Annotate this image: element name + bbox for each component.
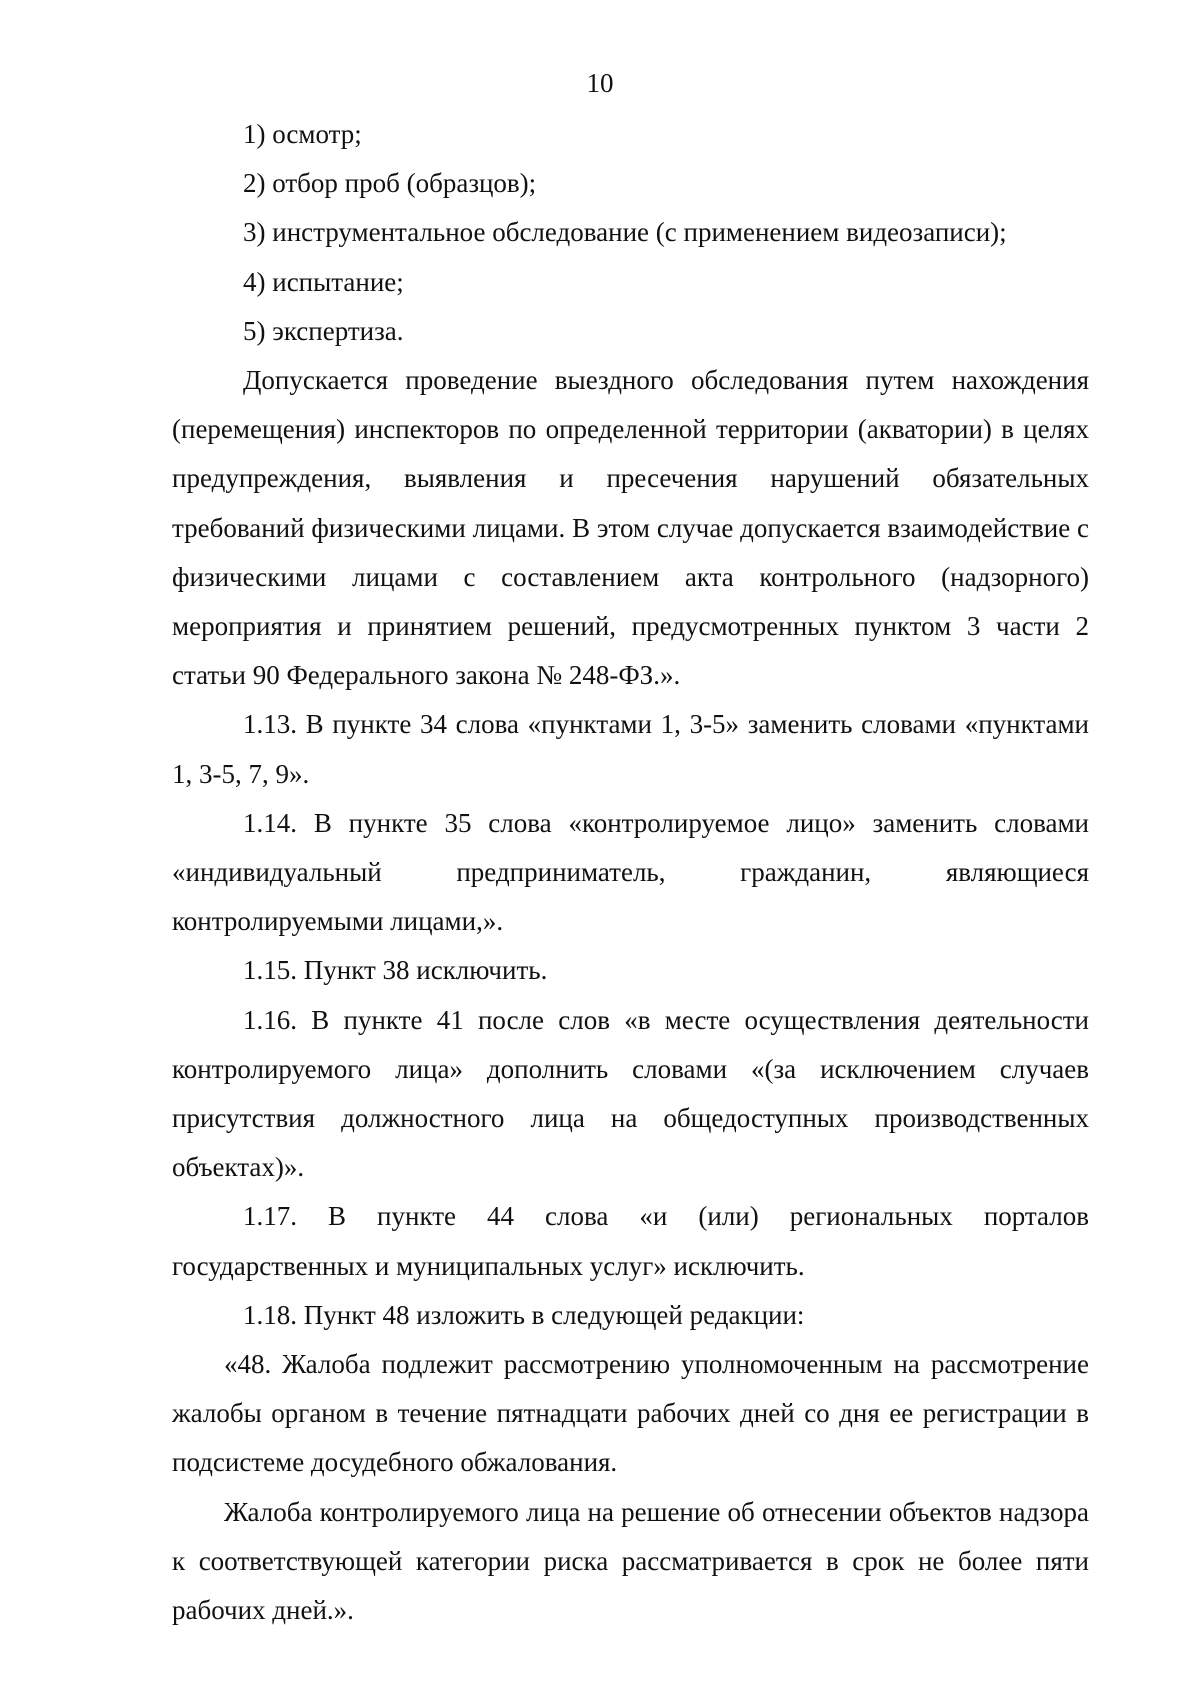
text-line: 1.18. Пункт 48 изложить в следующей редакции: xyxy=(243,1299,805,1330)
text-line: «48. Жалоба подлежит рассмотрению уполномоченным xyxy=(224,1349,883,1380)
list-item-text: 2) отбор проб (образцов); xyxy=(243,168,537,199)
text-line: пунктом 3 части 2 статьи 90 Федерального закона № 248-ФЗ.». xyxy=(172,611,1090,691)
text-line: взаимодействие с физическими лицами с составлением акта контрольного xyxy=(172,512,1089,592)
document-body xyxy=(172,110,1089,1635)
list-item xyxy=(172,307,1089,356)
text-line: обязательных требований физическими лицами. В этом случае допускается xyxy=(172,463,1089,543)
list-item-text: 5) экспертиза. xyxy=(243,315,404,346)
text-line: 1.15. Пункт 38 исключить. xyxy=(243,955,548,986)
text-line: 1.17. В пункте 44 слова «и (или) региональных порталов xyxy=(243,1201,1089,1232)
paragraph-item-48 xyxy=(172,1340,1089,1488)
list-item-text: 3) инструментальное обследование (с применением видеозаписи); xyxy=(243,217,1007,248)
text-line: надзора к соответствующей категории риска рассматривается в срок xyxy=(172,1496,1089,1576)
text-line: государственных и муниципальных услуг» исключить. xyxy=(172,1250,805,1281)
paragraph-field-inspection xyxy=(172,356,1089,700)
list-item xyxy=(172,110,1089,159)
text-line: контролируемыми лицами,». xyxy=(172,906,504,937)
list-item xyxy=(172,159,1089,208)
paragraph-complaint-term xyxy=(172,1488,1089,1636)
text-line: Жалоба контролируемого лица на решение об отнесении объектов xyxy=(224,1496,992,1527)
text-line: на рассмотрение жалобы органом в течение пятнадцати рабочих дней xyxy=(172,1349,1089,1429)
paragraph-1-18 xyxy=(172,1291,1089,1340)
text-line: «пунктами 1, 3-5, 7, 9». xyxy=(172,709,1090,789)
text-line: (перемещения) инспекторов по определенной территории (акватории) xyxy=(172,414,992,445)
paragraph-1-13 xyxy=(172,700,1089,798)
list-item xyxy=(172,208,1089,257)
text-line: присутствия должностного лица на общедоступных производственных xyxy=(172,1103,1089,1134)
list-item-text: 1) осмотр; xyxy=(243,119,362,149)
text-line: Допускается проведение выездного обследования путем нахождения xyxy=(243,365,1089,396)
list-item xyxy=(172,258,1089,307)
page-number: 10 xyxy=(586,68,614,98)
text-line: «индивидуальный предприниматель, гражданин, являющиеся xyxy=(172,857,1089,888)
paragraph-1-16 xyxy=(172,996,1089,1193)
paragraph-1-15 xyxy=(172,946,1089,995)
text-line: 1.16. В пункте 41 после слов «в месте осуществления деятельности xyxy=(243,1004,1089,1035)
text-line: не более пяти рабочих дней.». xyxy=(172,1545,1089,1626)
text-line: со дня ее регистрации в подсистеме досудебного обжалования. xyxy=(172,1398,1089,1478)
text-line: контролируемого лица» дополнить словами «(за исключением случаев xyxy=(172,1053,1089,1084)
text-line: в целях предупреждения, выявления и пресечения нарушений xyxy=(172,414,1089,494)
text-line: объектах)». xyxy=(172,1152,305,1183)
text-line: (надзорного) мероприятия и принятием решений, предусмотренных xyxy=(172,561,1090,642)
paragraph-1-17 xyxy=(172,1192,1089,1290)
text-line: 1.14. В пункте 35 слова «контролируемое лицо» заменить словами xyxy=(243,807,1089,838)
list-item-text: 4) испытание; xyxy=(243,266,404,297)
text-line: 1.13. В пункте 34 слова «пунктами 1, 3-5» заменить словами xyxy=(243,709,957,740)
paragraph-1-14 xyxy=(172,799,1089,947)
